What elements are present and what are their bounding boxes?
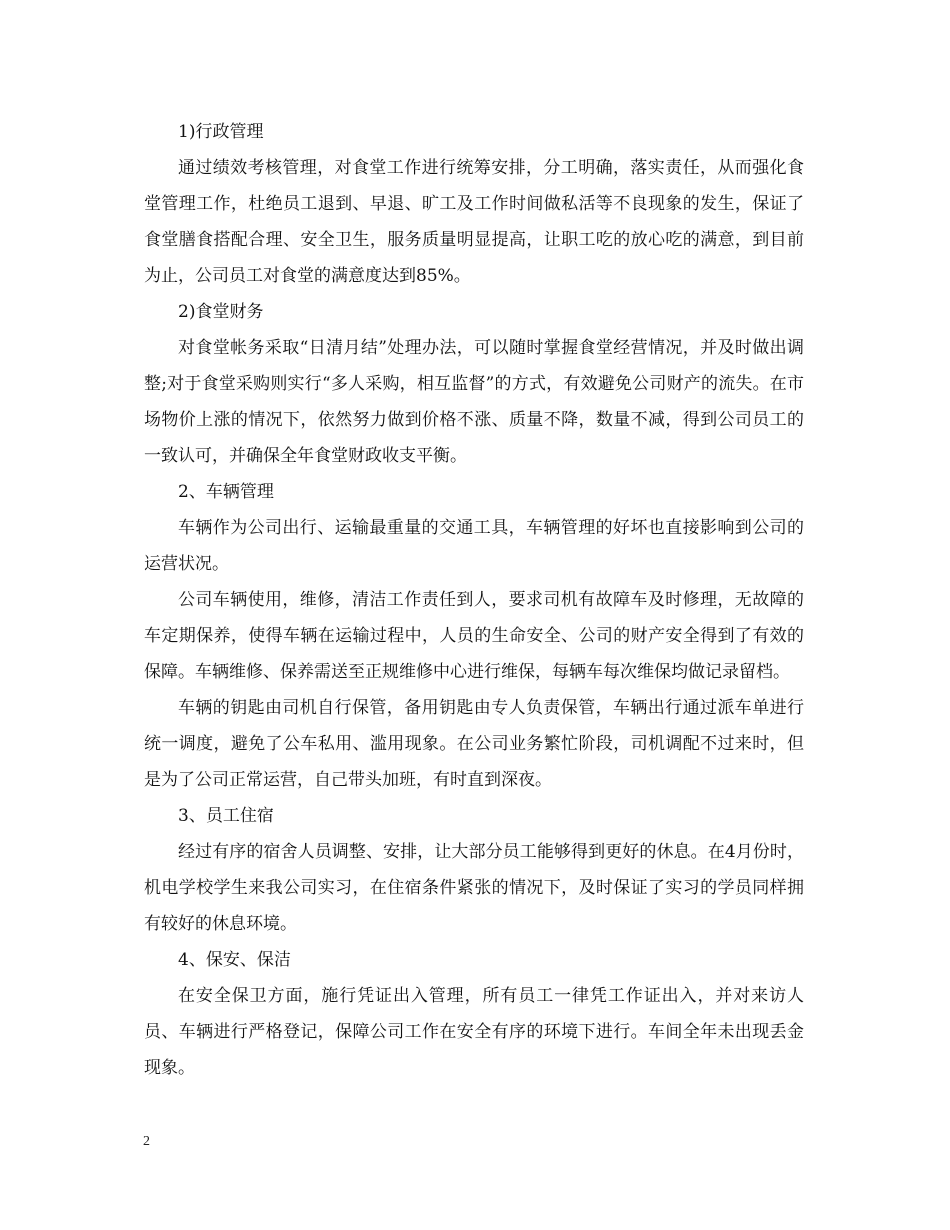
paragraph-vehicle-maintenance: 公司车辆使用，维修，清洁工作责任到人，要求司机有故障车及时修理，无故障的车定期保养，使得车辆在运输过程中，人员的生命安全、公司的财产安全得到了有效的保障。车辆维修、保养需送至正规维修中心进行维保，每辆车每次维保均做记录留档。 [144,590,804,682]
section-heading-security: 4、保安、保洁 [178,950,291,970]
paragraph-security: 在安全保卫方面，施行凭证出入管理，所有员工一律凭工作证出入，并对来访人员、车辆进行严格登记，保障公司工作在安全有序的环境下进行。车间全年未出现丢金现象。 [144,986,804,1078]
section-heading-dormitory: 3、员工住宿 [178,806,274,826]
paragraph-vehicle-intro: 车辆作为公司出行、运输最重量的交通工具，车辆管理的好坏也直接影响到公司的运营状况。 [144,518,804,574]
page-number: 2 [143,1134,150,1149]
paragraph-admin: 通过绩效考核管理，对食堂工作进行统筹安排，分工明确，落实责任，从而强化食堂管理工作，杜绝员工退到、早退、旷工及工作时间做私活等不良现象的发生，保证了食堂膳食搭配合理、安全卫生，服务质量明显提高，让职工吃的放心吃的满意，到目前为止，公司员工对食堂的满意度达到85%。 [144,158,804,286]
document-body [144,114,804,1086]
section-heading-canteen-finance: 2)食堂财务 [178,302,264,322]
section-heading-admin: 1)行政管理 [178,122,264,142]
paragraph-canteen-finance: 对食堂帐务采取“日清月结”处理办法，可以随时掌握食堂经营情况，并及时做出调整;对于食堂采购则实行“多人采购，相互监督”的方式，有效避免公司财产的流失。在市场物价上涨的情况下，依然努力做到价格不涨、质量不降，数量不减，得到公司员工的一致认可，并确保全年食堂财政收支平衡。 [144,338,804,466]
paragraph-dormitory: 经过有序的宿舍人员调整、安排，让大部分员工能够得到更好的休息。在4月份时，机电学校学生来我公司实习，在住宿条件紧张的情况下，及时保证了实习的学员同样拥有较好的休息环境。 [144,842,804,934]
paragraph-vehicle-keys: 车辆的钥匙由司机自行保管，备用钥匙由专人负责保管，车辆出行通过派车单进行统一调度，避免了公车私用、滥用现象。在公司业务繁忙阶段，司机调配不过来时，但是为了公司正常运营，自己带头加班，有时直到深夜。 [144,698,804,790]
section-heading-vehicle: 2、车辆管理 [178,482,274,502]
